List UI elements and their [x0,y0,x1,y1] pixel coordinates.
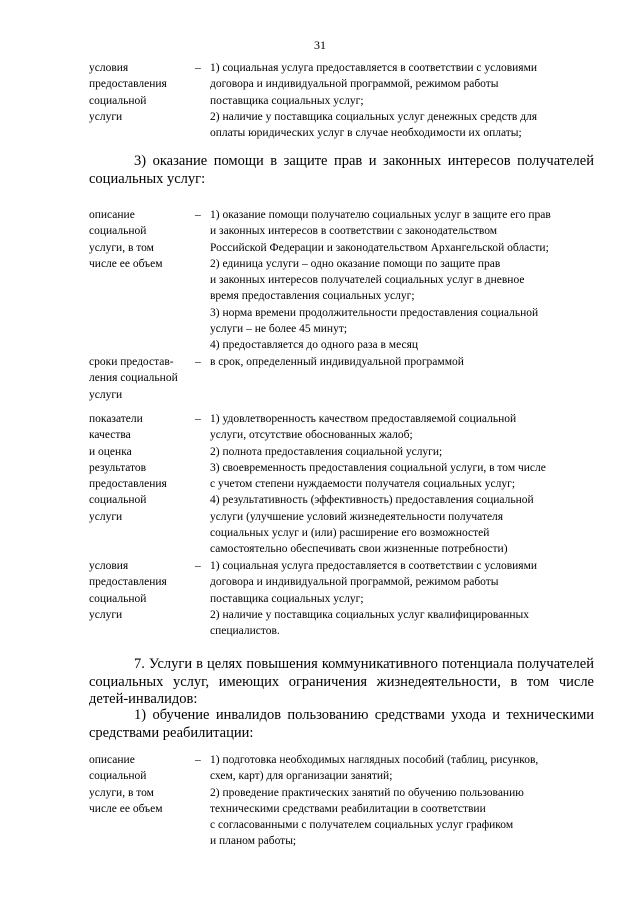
value-line: 2) единица услуги – одно оказание помощи по защите прав [210,257,501,270]
value-line: Российской Федерации и законодательством Архангельской области; [210,241,549,254]
row-label [89,752,197,817]
value-line: 1) удовлетворенность качеством предоставляемой социальной [210,413,517,425]
value-line: услуги – не более 45 минут; [210,323,348,336]
label-line: условия [89,62,129,74]
label-line: числе ее объем [89,257,163,270]
value-line: договора и индивидуальной программой, режимом работы [210,78,499,91]
row-dash: – [195,209,201,221]
row-dash: – [195,560,201,572]
heading-line: 7. Услуги в целях повышения коммуникативного потенциала получателей [134,656,594,672]
value-line: 4) результативность (эффективность) предоставления социальной [210,494,534,507]
label-line: социальной [89,770,147,783]
row-value [210,207,592,354]
value-line: 2) наличие у поставщика социальных услуг квалифицированных [210,608,529,621]
value-line: оплаты юридических услуг в случае необходимости их оплаты; [210,127,522,140]
row-label [89,207,197,272]
value-line: социальных услуг и (или) расширение его возможностей [210,527,490,540]
label-line: и оценка [89,445,132,458]
row-value [210,60,592,141]
label-line: услуги [89,388,123,401]
label-line: социальной [89,592,147,605]
value-line: поставщика социальных услуг; [210,94,364,107]
row-label [89,411,197,525]
label-line: описание [89,209,135,221]
row-dash: – [195,62,201,74]
value-line: услуги (улучшение условий жизнедеятельности получателя [210,510,504,523]
value-line: техническими средствами реабилитации в соответствии [210,802,486,815]
value-line: 2) проведение практических занятий по обучению пользованию [210,786,524,799]
value-line: с согласованными с получателем социальных услуг графиком [210,819,514,832]
label-line: ления социальной [89,372,178,385]
heading-line: социальных услуг, имеющих ограничения жизнедеятельности, в том числе [89,673,594,690]
row-dash: – [195,413,201,425]
value-line: и законных интересов получателей социальных услуг в дневное [210,274,525,287]
value-line: и законных интересов в соответствии с законодательством [210,225,498,238]
value-line: и планом работы; [210,835,297,848]
value-line: время предоставления социальных услуг; [210,290,415,303]
label-line: услуги, в том [89,241,154,254]
subsection-heading [89,707,594,742]
label-line: сроки предостав- [89,356,174,368]
value-line: 3) норма времени продолжительности предоставления социальной [210,306,539,319]
row-value [210,752,592,850]
label-line: услуги [89,608,123,621]
value-line: поставщика социальных услуг; [210,592,364,605]
row-value [210,354,592,370]
page-number: 31 [314,38,326,52]
value-line: схем, карт) для организации занятий; [210,770,393,783]
label-line: социальной [89,494,147,507]
label-line: услуги, в том [89,786,154,799]
value-line: с учетом степени нуждаемости получателя социальных услуг; [210,478,516,491]
value-line: самостоятельно обеспечивать свои жизненные потребности) [210,543,508,556]
value-line: 1) социальная услуга предоставляется в соответствии с условиями [210,560,538,572]
label-line: результатов [89,461,147,474]
row-value [210,411,592,558]
label-line: социальной [89,225,147,238]
value-line: услуги, отсутствие обоснованных жалоб; [210,429,413,442]
section-heading [89,153,594,188]
value-line: 3) своевременность предоставления социальной услуги, в том числе [210,461,546,474]
value-line: в срок, определенный индивидуальной программой [210,356,464,368]
row-label [89,60,197,125]
label-line: предоставления [89,78,167,91]
label-line: качества [89,429,131,442]
row-dash: – [195,754,201,766]
row-label [89,558,197,623]
label-line: условия [89,560,129,572]
value-line: 1) подготовка необходимых наглядных пособий (таблиц, рисунков, [210,754,539,766]
value-line: 1) оказание помощи получателю социальных услуг в защите его прав [210,209,551,221]
heading-line: социальных услуг: [89,170,206,187]
label-line: предоставления [89,576,167,589]
label-line: описание [89,754,135,766]
heading-line: 1) обучение инвалидов пользованию средствами ухода и техническими [134,707,594,723]
heading-line: средствами реабилитации: [89,724,254,741]
label-line: услуги [89,110,123,123]
label-line: социальной [89,94,147,107]
section-heading [89,656,594,709]
label-line: услуги [89,510,123,523]
value-line: 2) наличие у поставщика социальных услуг денежных средств для [210,110,538,123]
value-line: 4) предоставляется до одного раза в месяц [210,339,419,352]
label-line: числе ее объем [89,802,163,815]
row-label [89,354,197,403]
value-line: специалистов. [210,625,280,638]
label-line: предоставления [89,478,167,491]
row-value [210,558,592,639]
value-line: 2) полнота предоставления социальной услуги; [210,445,443,458]
heading-line: 3) оказание помощи в защите прав и законных интересов получателей [134,153,594,169]
row-dash: – [195,356,201,368]
value-line: 1) социальная услуга предоставляется в соответствии с условиями [210,62,538,74]
heading-line: детей-инвалидов: [89,691,198,707]
value-line: договора и индивидуальной программой, режимом работы [210,576,499,589]
label-line: показатели [89,413,143,425]
